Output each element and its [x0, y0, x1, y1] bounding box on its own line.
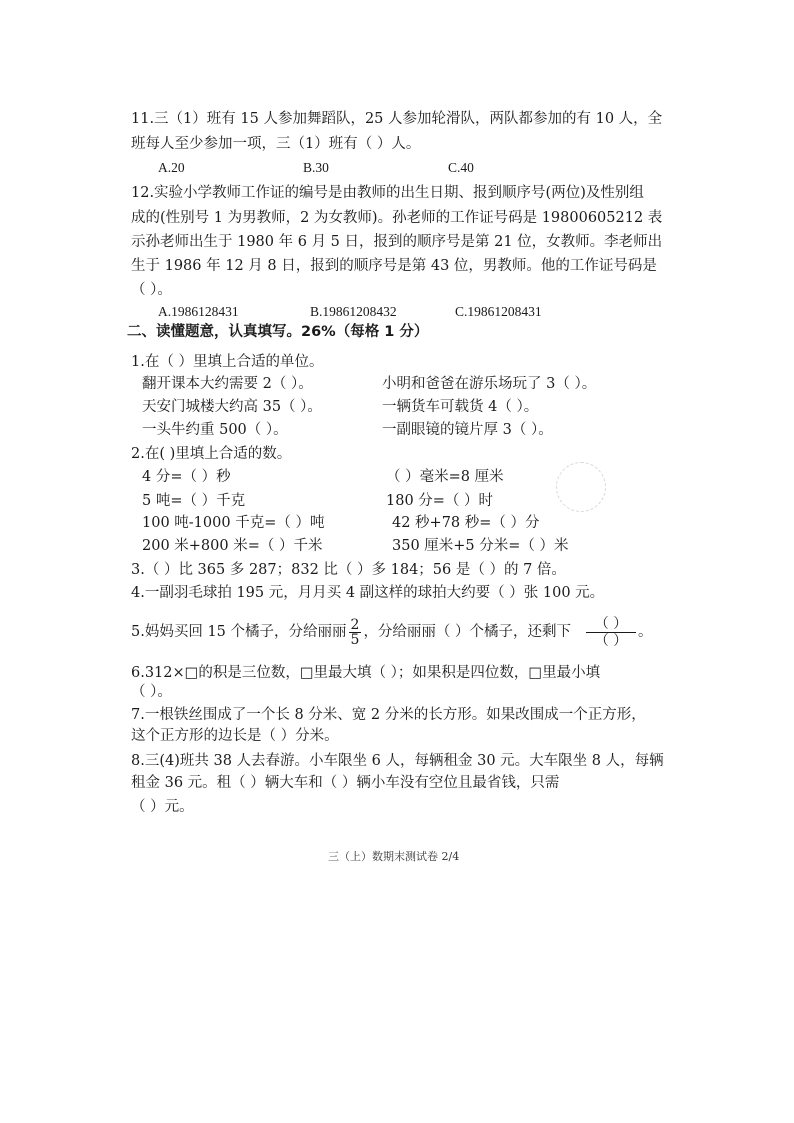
- fraction-denominator: 5: [350, 631, 360, 648]
- s2-item-g: 200 米+800 米=（ ）千米: [142, 538, 323, 554]
- q12-line5: （ ）。: [131, 282, 172, 298]
- s8-line1: 8.三(4)班共 38 人去春游。小车限坐 6 人，每辆租金 30 元。大车限坐 8 人，每辆: [131, 753, 664, 769]
- s5-text-a: 5.妈妈买回 15 个橘子，分给丽丽: [131, 624, 347, 640]
- s2-item-d: 180 分=（ ）时: [386, 493, 494, 509]
- page-footer: 三（上）数期末测试卷 2/4: [328, 850, 460, 863]
- q11-line1: 11.三（1）班有 15 人参加舞蹈队，25 人参加轮滑队，两队都参加的有 10 人，全: [131, 111, 663, 127]
- s2-item-b: （ ）毫米=8 厘米: [386, 469, 504, 485]
- s2-item-f: 42 秒+78 秒=（ ）分: [392, 515, 540, 531]
- blank-fraction-numerator: （ ）: [586, 616, 636, 633]
- s4-text: 4.一副羽毛球拍 195 元，月月买 4 副这样的球拍大约要（ ）张 100 元。: [131, 585, 605, 601]
- bleed-through-circle: [556, 462, 606, 512]
- s5-blank-fraction: [586, 616, 636, 649]
- s8-line3: （ ）元。: [131, 799, 194, 815]
- q12-option-b: B.19861208432: [310, 304, 397, 319]
- s6-line1: 6.312×□的积是三位数，□里最大填（ ）；如果积是四位数，□里最小填: [131, 665, 601, 681]
- s2-item-e: 100 吨-1000 千克=（ ）吨: [142, 515, 325, 531]
- s7-line1: 7.一根铁丝围成了一个长 8 分米、宽 2 分米的长方形。如果改围成一个正方形，: [131, 707, 646, 723]
- s5-text: [131, 612, 571, 652]
- q12-line4: 生于 1986 年 12 月 8 日，报到的顺序号是第 43 位，男教师。他的工作证号码是: [131, 258, 657, 274]
- section2-heading: 二、读懂题意，认真填写。26%（每格 1 分）: [127, 324, 429, 340]
- q12-option-a: A.1986128431: [158, 304, 239, 319]
- q12-option-c: C.19861208431: [455, 304, 542, 319]
- s1-item-b: 小明和爸爸在游乐场玩了 3（ ）。: [382, 376, 597, 392]
- s5-end: 。: [638, 624, 653, 640]
- fraction-two-fifths: [349, 618, 362, 647]
- q11-option-b: B.30: [303, 160, 329, 175]
- fraction-numerator: 2: [350, 616, 360, 633]
- s2-title: 2.在( )里填上合适的数。: [131, 446, 292, 462]
- s2-item-h: 350 厘米+5 分米=（ ）米: [392, 538, 569, 554]
- q11-option-a: A.20: [158, 160, 185, 175]
- s1-title: 1.在（ ）里填上合适的单位。: [131, 354, 324, 370]
- q11-option-c: C.40: [448, 160, 474, 175]
- s2-item-a: 4 分=（ ）秒: [142, 469, 231, 485]
- q12-line3: 示孙老师出生于 1980 年 6 月 5 日，报到的顺序号是第 21 位，女教师。李老师出: [131, 234, 663, 250]
- s1-item-a: 翻开课本大约需要 2（ ）。: [142, 376, 313, 392]
- s8-line2: 租金 36 元。租（ ）辆大车和（ ）辆小车没有空位且最省钱，只需: [131, 775, 560, 791]
- q11-line2: 班每人至少参加一项，三（1）班有（ ）人。: [131, 136, 421, 152]
- s6-line2: （ ）。: [131, 684, 172, 700]
- s3-text: 3.（ ）比 365 多 287；832 比（ ）多 184；56 是（ ）的 7 倍。: [131, 562, 566, 578]
- q12-line1: 12.实验小学教师工作证的编号是由教师的出生日期、报到顺序号(两位)及性别组: [131, 185, 644, 201]
- s1-item-f: 一副眼镜的镜片厚 3（ ）。: [382, 422, 553, 438]
- s7-line2: 这个正方形的边长是（ ）分米。: [131, 728, 339, 744]
- q12-line2: 成的(性别号 1 为男教师，2 为女教师)。孙老师的工作证号码是 19800605212 表: [131, 210, 663, 226]
- s1-item-e: 一头牛约重 500（ ）。: [142, 422, 288, 438]
- blank-fraction-denominator: （ ）: [594, 633, 628, 649]
- s1-item-d: 一辆货车可载货 4（ ）。: [382, 399, 539, 415]
- s1-item-c: 天安门城楼大约高 35（ ）。: [142, 399, 322, 415]
- s2-item-c: 5 吨=（ ）千克: [142, 493, 246, 509]
- s5-text-b: ，分给丽丽（ ）个橘子，还剩下: [363, 624, 572, 640]
